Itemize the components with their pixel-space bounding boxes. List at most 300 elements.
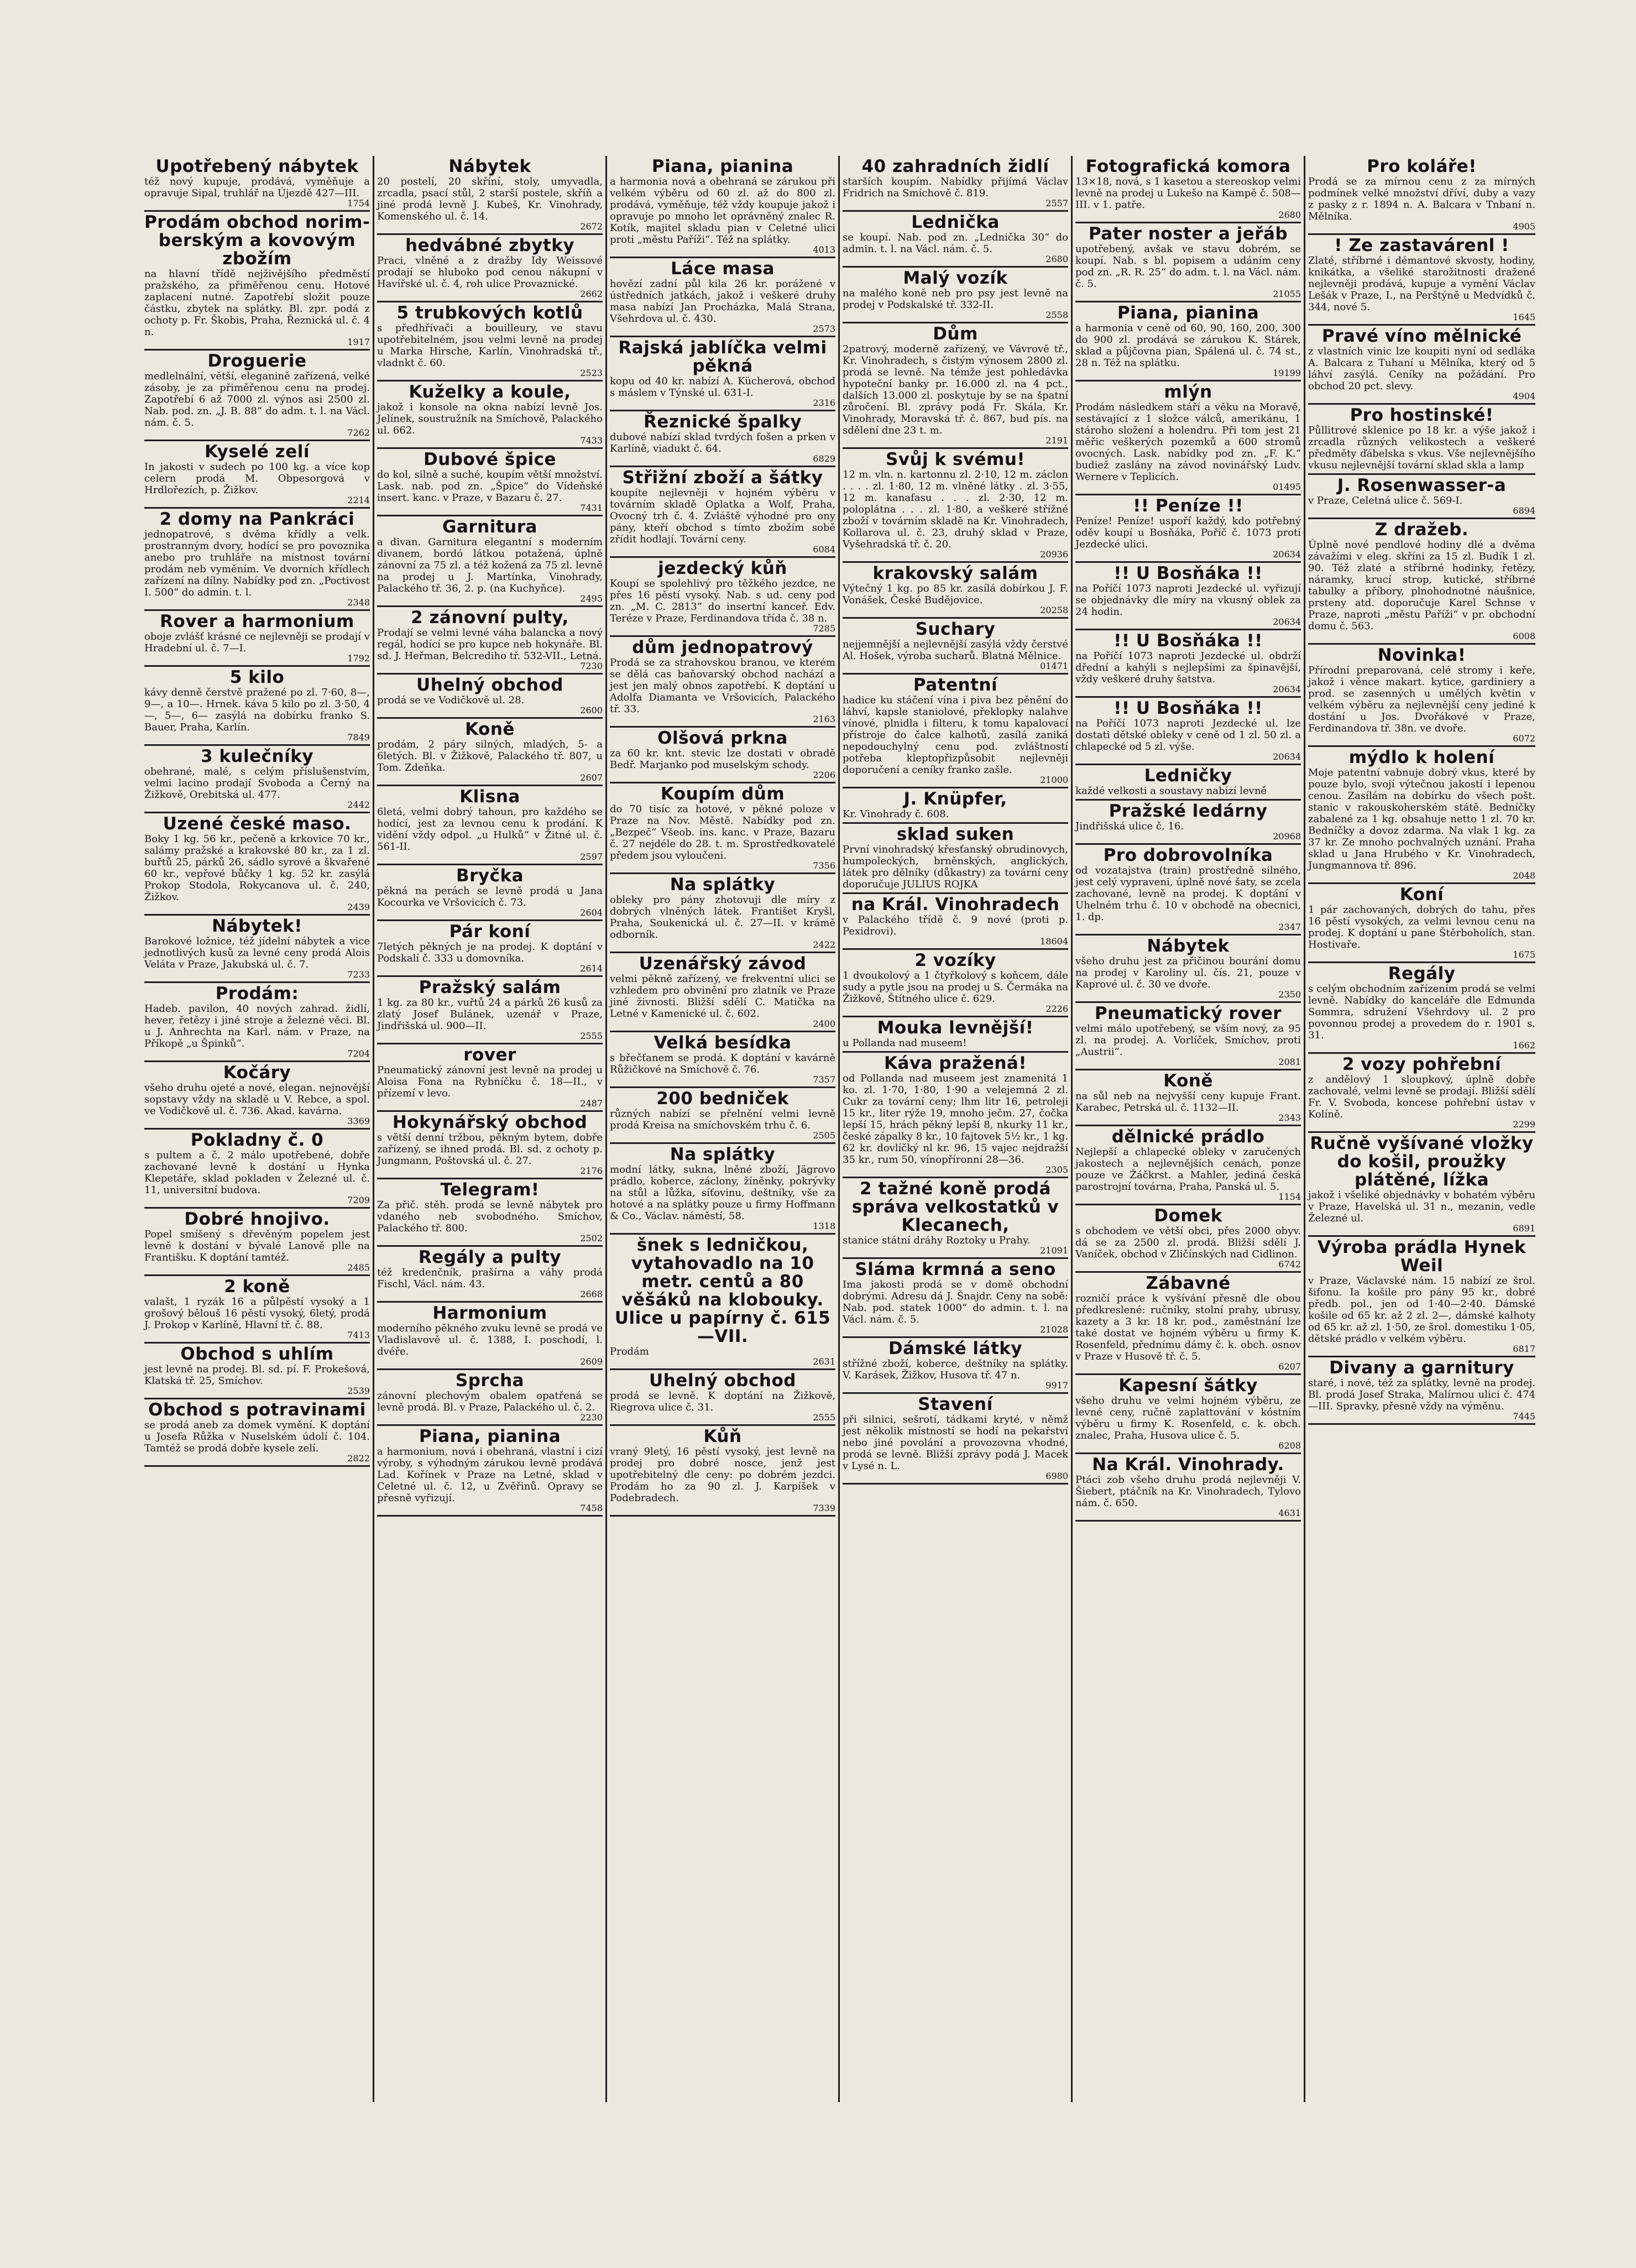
ad-number: 2555 bbox=[580, 1031, 603, 1041]
classified-ad bbox=[1308, 235, 1535, 326]
ad-body: za 60 kr. knt. stevic lze dostati v obradě Bedř. Marjanko pod muselským schody. bbox=[610, 748, 835, 771]
ad-number: 1154 bbox=[1278, 1192, 1301, 1202]
ad-title: Výroba prádla Hynek Weil bbox=[1318, 1237, 1526, 1276]
classified-ad bbox=[610, 1032, 835, 1088]
ad-title: Olšová prkna bbox=[657, 728, 788, 748]
ad-column bbox=[1305, 156, 1538, 2102]
classified-ad bbox=[843, 563, 1068, 619]
ad-body: 12 m. vln. n. kartonnu zl. 2·10, 12 m. záclon . . . . zl. 1·80, 12 m. vlněné látky . zl. 3·55, 12 m. kanafasu . . . zl. 2·30, 12 m. poloplátna . . . zl. 1·80, a veškeré střížné zboží v továrním skladě na Kr. Vinohradech, Kollarova ul. č. 23, druhý sklad v Praze, Vyšehradská tř. č. 20. bbox=[843, 469, 1068, 550]
ad-title: Svůj k svému! bbox=[885, 450, 1026, 469]
ad-number: 20968 bbox=[1273, 831, 1301, 842]
ad-body: starších koupím. Nabídky přijímá Václav Fridrich na Smíchově č. 819. bbox=[843, 176, 1068, 199]
ad-title: Pražský salám bbox=[419, 978, 561, 997]
ad-number: 2555 bbox=[813, 1412, 835, 1423]
ad-number: 2487 bbox=[580, 1098, 603, 1109]
ad-number: 2609 bbox=[580, 1356, 603, 1367]
ad-number: 2495 bbox=[580, 593, 603, 604]
classified-ad bbox=[144, 667, 370, 746]
ad-number: 2680 bbox=[1046, 254, 1068, 264]
ad-title: Koní bbox=[1399, 885, 1444, 905]
ad-body: se prodá aneb za domek vymění. K doptání u Josefa Růžka v Nuselském údolí č. 104. Tamtéž se prodá dobře kysele zelí. bbox=[144, 1419, 370, 1454]
ad-title: Dubové špice bbox=[424, 450, 556, 469]
classified-ad bbox=[144, 611, 370, 667]
classified-ad bbox=[843, 1259, 1068, 1338]
ad-title: Pár koní bbox=[449, 922, 531, 942]
ad-title: !! Peníze !! bbox=[1133, 496, 1243, 516]
classified-ad bbox=[843, 824, 1068, 894]
ad-title: Pater noster a jeřáb bbox=[1088, 224, 1288, 244]
classified-ad bbox=[377, 1112, 603, 1179]
ad-body: Moje patentní vabnuje dobrý vkus, které by pouze bylo, svojí výtečnou jakostí i lepenou cenou. Zasílám na dobírku do všech pošt. stanic v rakouskoherském státě. Bedníčky zabalené za 1 kg. obsahuje netto 1 zl. 70 kr. Bedníčky a dovoz zdarma. Na vlak 1 kg. za 37 kr. Ze mnoho pochvalných uznání. Praha sklad u Jana Hrubého v Kr. Vinohradech, Jungmannova tř. 896. bbox=[1308, 767, 1535, 871]
ad-number: 2485 bbox=[347, 1262, 370, 1273]
ad-body: s břečťanem se prodá. K doptání v kavárně Růžičkové na Smíchově č. 76. bbox=[610, 1052, 835, 1075]
ad-body: Prodá se za mírnou cenu z za mírných podmínek velké množství dříví, duby a vazy z pasky z r. 1894 n. A. Balcara v Tnbaní n. Mělníka. bbox=[1308, 176, 1535, 222]
ad-body: prodá se ve Vodičkově ul. 28. bbox=[377, 694, 525, 706]
ad-number: 2505 bbox=[813, 1130, 835, 1141]
ad-body: 20 postelí, 20 skříní, stoly, umyvadla, zrcadla, psací stůl, 2 starší postele, skříň a jiné prodá levně J. Kubeš, Kr. Vinohrady, Komenského ul. č. 14. bbox=[377, 176, 603, 222]
classified-ad bbox=[1075, 845, 1301, 936]
ad-number: 2822 bbox=[347, 1453, 370, 1464]
ad-number: 1662 bbox=[1513, 1040, 1535, 1051]
classified-ad bbox=[843, 268, 1068, 323]
ad-number: 4013 bbox=[813, 244, 835, 255]
classified-ad bbox=[377, 235, 603, 302]
ad-number: 6008 bbox=[1513, 631, 1535, 641]
classified-ad bbox=[843, 950, 1068, 1017]
ad-body: In jakosti v sudech po 100 kg. a více kop celern prodá M. Obpesorgová v Hrdlořezích, p. Žižkov. bbox=[144, 461, 370, 496]
ad-number: 2226 bbox=[1046, 1004, 1068, 1014]
ad-number: 20258 bbox=[1040, 605, 1068, 615]
ad-body: 6letá, velmi dobrý tahoun, pro každého se hodící, jest za levnou cenu k prodání. K vidění vždy odpol. „u Hulků“ v Žitné ul. č. 561-II. bbox=[377, 806, 603, 853]
ad-body: hadice ku stáčení vína i piva bez pěnění do láhví, kapsle staniolové, překlopky nalahve vínové, plnidla i filteru, k tomu kapalovací přístroje do čalce kalhotů, zasílá zaniká nepodouchylný cenu pod. zvláštností potřeba kleptopřizpůsobit nejlevněji doporučení a ceníky franko zašle. bbox=[843, 694, 1068, 776]
ad-title: Z dražeb. bbox=[1374, 520, 1469, 540]
ad-body: a harmonium, nová i obehraná, vlastní i cizí výroby, s výhodným zárukou levně prodává Lad. Kořínek v Praze na Letné, sklad v Celetné ul. č. 12, u Zvěřinů. Opravy se přesně vyřizují. bbox=[377, 1446, 603, 1504]
ad-column bbox=[142, 156, 374, 2102]
ad-title: !! U Bosňáka !! bbox=[1114, 698, 1263, 718]
ad-body: hovězí zadní půl kila 26 kr. porážené v ústředních jatkách, jakož i veškeré druhy masa nabízí Jan Procházka, Malá Strana, Všehrdova ul. č. 430. bbox=[610, 278, 835, 325]
ad-number: 2573 bbox=[813, 323, 835, 334]
classified-ad bbox=[843, 323, 1068, 449]
ad-title: Obchod s uhlím bbox=[180, 1344, 334, 1364]
ad-title: J. Knüpfer, bbox=[903, 789, 1007, 809]
classified-ad bbox=[610, 1088, 835, 1144]
ad-body: Ptáci zob všeho druhu prodá nejlevněji V. Šiebert, ptáčník na Kr. Vinohradech, Tylovo nám. č. 650. bbox=[1075, 1474, 1301, 1509]
ad-body: jednopatrové, s dvěma křídly a velk. prostranným dvory, hodící se pro povoznika anebo pro truhláře na místnost tovární prodám neb vyměním. Ve dvorních křídlech zařízení na dílny. Nabídky pod zn. „Poctivost I. 500“ do admin. t. l. bbox=[144, 529, 370, 598]
ad-number: 6891 bbox=[1513, 1223, 1535, 1234]
classified-ad bbox=[377, 1247, 603, 1303]
ad-number: 6072 bbox=[1513, 733, 1535, 744]
ad-title: Nábytek bbox=[1147, 936, 1230, 956]
ad-number: 2350 bbox=[1278, 989, 1301, 1000]
ad-title: Mouka levnější! bbox=[877, 1018, 1034, 1038]
classified-ad bbox=[377, 1303, 603, 1370]
ad-body: v Praze, Celetná ulice č. 569-I. bbox=[1308, 495, 1463, 506]
ad-body: vraný 9letý, 16 pěstí vysoký, jest levně na prodej pro dobré nosce, jenž jest upotřebitelný dle ceny: po dobrém jezdci. Prodám ho za 90 zl. J. Karpíšek v Podebradech. bbox=[610, 1446, 835, 1504]
classified-ad bbox=[1075, 1003, 1301, 1070]
ad-body: jakož i konsole na okna nabízí levně Jos. Jelínek, soustružník na Smíchově, Palackého ul. 662. bbox=[377, 401, 603, 436]
ad-title: Uhelný obchod bbox=[649, 1371, 796, 1391]
ad-number: 01471 bbox=[1040, 661, 1068, 671]
ad-title: Pneumatický rover bbox=[1094, 1004, 1282, 1023]
ad-title: Harmonium bbox=[432, 1303, 547, 1323]
ad-number: 6817 bbox=[1513, 1344, 1535, 1354]
ad-number: 2316 bbox=[813, 398, 835, 408]
ad-number: 9917 bbox=[1046, 1380, 1068, 1391]
ad-title: Pro koláře! bbox=[1367, 156, 1477, 176]
ad-title: šnek s ledničkou, vytahovadlo na 10 metr. centů a 80 věšáků na klobouky. Ulice u papírny č. 615—VII. bbox=[614, 1235, 831, 1346]
classified-ad bbox=[1075, 698, 1301, 765]
classified-ad bbox=[1308, 1133, 1535, 1237]
ad-number: 6980 bbox=[1046, 1471, 1068, 1481]
ad-body: Barokové ložnice, též jídelní nábytek a vice jednotlivých kusů za levné ceny prodá Alois Veláta v Praze, Jakubská ul. č. 7. bbox=[144, 936, 370, 970]
ad-title: Prodám obchod norimberským a kovovým zbožím bbox=[144, 212, 370, 269]
ad-number: 2191 bbox=[1046, 435, 1068, 446]
ad-body: staré, i nové, též za splátky, levně na prodej. Bl. prodá Josef Straka, Malírnou ulici č. 474—III. Spravky, přesně vždy na výměnu. bbox=[1308, 1377, 1535, 1412]
ad-title: 2 vozy pohřební bbox=[1342, 1054, 1502, 1074]
ad-title: Suchary bbox=[915, 619, 996, 639]
ad-number: 20634 bbox=[1273, 549, 1301, 560]
classified-ad bbox=[610, 1144, 835, 1235]
classified-ad bbox=[144, 1062, 370, 1130]
ad-number: 2600 bbox=[580, 705, 603, 715]
ad-title: Regály a pulty bbox=[418, 1247, 562, 1267]
classified-ad bbox=[1308, 519, 1535, 645]
ad-title: !! U Bosňáka !! bbox=[1114, 631, 1263, 651]
classified-ad bbox=[1308, 405, 1535, 475]
ad-title: dům jednopatrový bbox=[632, 637, 813, 657]
ad-body: rozničí práce k vyšívání přesně dle obou předkreslené: ručníky, stolní prahy, ubrusy, kazety a 3 kr. 18 kr. pod., zaměstnání lze také dostat ve hojném výběru u firmy K. Rosenfeld, přednímu dámy č. k. obch. osnov v Praze v Husově tř. č. 5. bbox=[1075, 1293, 1301, 1362]
ad-number: 7445 bbox=[1513, 1411, 1535, 1422]
classified-ad bbox=[843, 1053, 1068, 1178]
ad-number: 2305 bbox=[1046, 1164, 1068, 1175]
classified-ad bbox=[610, 467, 835, 558]
ad-title: 40 zahradních židlí bbox=[861, 156, 1049, 176]
ad-number: 2206 bbox=[813, 770, 835, 780]
ad-number: 18604 bbox=[1040, 936, 1068, 947]
ad-number: 2176 bbox=[580, 1166, 603, 1176]
ad-number: 2631 bbox=[813, 1356, 835, 1367]
classified-ad bbox=[1075, 156, 1301, 223]
ad-title: !! U Bosňáka !! bbox=[1114, 563, 1263, 583]
ad-title: Uhelný obchod bbox=[416, 675, 563, 695]
classified-ad bbox=[377, 1179, 603, 1247]
classified-ad bbox=[1075, 1375, 1301, 1454]
ad-title: 3 kulečníky bbox=[200, 746, 314, 766]
ad-number: 1318 bbox=[813, 1221, 835, 1231]
classified-ad bbox=[377, 449, 603, 516]
classified-ad bbox=[377, 921, 603, 977]
ad-title: Upotřebený nábytek bbox=[155, 156, 359, 176]
ad-body: 1 kg. za 80 kr., vuřtů 24 a párků 26 kusů za zlatý Josef Bulánek, uzenář v Praze, Jindřišská ul. 900—II. bbox=[377, 997, 603, 1032]
ad-body: Prodá se za strahovskou branou, ve kterém se dělá cas baňovarský obchod nachází a jest jen malý obnos zapotřebí. K doptání u Adolfa Diamanta ve Vršovicích, Palackého tř. 33. bbox=[610, 657, 835, 715]
classified-ad bbox=[1075, 302, 1301, 382]
ad-title: Bryčka bbox=[456, 866, 524, 886]
classified-ad bbox=[843, 156, 1068, 212]
ad-title: krakovský salám bbox=[872, 563, 1038, 583]
classified-ad bbox=[377, 977, 603, 1044]
ad-title: Piana, pianina bbox=[651, 156, 794, 176]
ad-body: na sůl neb na nejvyšší ceny kupuje Frant. Karabec, Petrská ul. č. 1132—II. bbox=[1075, 1090, 1301, 1114]
ad-body: při silnici, sešrotí, tádkami kryté, v němž jest několik místností se hodí na pekařství nebo jiné povolání a provozovna vhodné, prodá se levně. Bližší zprávy podá J. Macek v Lysé n. L. bbox=[843, 1414, 1068, 1472]
ad-number: 01495 bbox=[1273, 482, 1301, 492]
ad-body: Úplně nové pendlové hodiny dlé a dvěma závažími v eleg. skříni za 15 zl. Budík 1 zl. 90. Též zlaté a stříbrné hodinky, řetězy, náramky, krucí strop, kutické, stříbrné tabulky a příbory, plnohodnotné náušnice, prsteny atd. doporučuje Karel Schnse v Praze, naproti „městu Paříži“ v pr. obchodní domu č. 563. bbox=[1308, 539, 1535, 632]
ad-number: 7285 bbox=[813, 623, 835, 634]
ad-body: obehrané, malé, s celým příslušenstvím, velmi lacino prodají Svoboda a Černý na Žižkově, Orebitská ul. 477. bbox=[144, 766, 370, 801]
ad-title: Novinka! bbox=[1377, 645, 1466, 665]
classified-ad bbox=[843, 449, 1068, 563]
classified-ad bbox=[144, 813, 370, 916]
classified-ad bbox=[144, 156, 370, 212]
classified-ad bbox=[1308, 156, 1535, 235]
ad-number: 2343 bbox=[1278, 1112, 1301, 1123]
ad-body: z andělový 1 sloupkový, úplně dobře zachovalé, velmi levně se prodají. Bližší sdělí Fr. V. Svoboda, koncese pohřební ústav v Kolíně. bbox=[1308, 1074, 1535, 1120]
ad-body: Kr. Vinohrady č. 608. bbox=[843, 808, 949, 820]
ad-title: 5 kilo bbox=[229, 667, 285, 687]
ad-body: všeho druhu jest za přičinou bourání domu na prodej v Karoliny ul. čís. 21, pouze v Kaprové ul. č. 30 ve dvoře. bbox=[1075, 955, 1301, 990]
ad-title: Ručně vyšívané vložky do košil, proužky plátěné, lížka bbox=[1310, 1133, 1534, 1190]
ad-number: 6894 bbox=[1513, 505, 1535, 516]
classified-ad bbox=[843, 212, 1068, 268]
classified-ad bbox=[843, 619, 1068, 675]
ad-title: Pro dobrovolníka bbox=[1103, 845, 1273, 865]
ad-title: 2 domy na Pankráci bbox=[159, 509, 355, 529]
ad-title: Uzené české maso. bbox=[163, 814, 352, 834]
ad-body: s celým obchodním zařízením prodá se velmi levně. Nabídky do kanceláře dle Edmunda Sommra, sdružení Všehrdovy ul. 2 pro povonnou prodej a provedem do r. 1901 s. 31. bbox=[1308, 983, 1535, 1041]
ad-body: do 70 tisíc za hotové, v pěkné poloze v Praze na Nov. Městě. Nabídky pod zn. „Bezpeč“ Všeob. ins. kanc. v Praze, Bazaru č. 27 nejdéle do 28. t. m. Sprostředkovatelé předem jsou vyloučeni. bbox=[610, 803, 835, 861]
ad-title: 5 trubkových kotlů bbox=[396, 303, 583, 323]
ad-body: s předhřívači a bouilleury, ve stavu upotřebitelném, jsou velmi levně na prodej u Marka Hirsche, Karlín, Vinohradská tř., vladnkt č. 60. bbox=[377, 322, 603, 369]
ad-body: Ima jakosti prodá se v domě obchodní dobrými. Adresu dá J. Šnajdr. Ceny na sobě: Nab. pod. statek 1000“ do admin. t. l. na Václ. nám. č. 5. bbox=[843, 1279, 1068, 1325]
ad-number: 7413 bbox=[347, 1330, 370, 1340]
classified-ad bbox=[1075, 382, 1301, 495]
ad-number: 2558 bbox=[1046, 310, 1068, 320]
ad-number: 7849 bbox=[347, 732, 370, 743]
ad-body: u Pollanda nad museem! bbox=[843, 1037, 967, 1049]
ad-title: Kuželky a koule, bbox=[409, 382, 571, 402]
ad-number: 1792 bbox=[347, 653, 370, 663]
ad-title: Garnitura bbox=[442, 517, 537, 537]
ad-number: 7339 bbox=[813, 1503, 835, 1513]
ad-number: 7209 bbox=[347, 1195, 370, 1205]
ad-number: 2557 bbox=[1046, 198, 1068, 208]
ad-number: 4905 bbox=[1513, 221, 1535, 232]
ad-title: 200 bedniček bbox=[656, 1089, 789, 1109]
classified-ad bbox=[377, 719, 603, 786]
ad-body: a harmonia v ceně od 60, 90, 160, 200, 300 do 900 zl. prodává se zárukou K. Stárek, sklad a půjčovna pian, Spálená ul. č. 74 st., 28 n. Též na splátku. bbox=[1075, 322, 1301, 369]
ad-title: rover bbox=[463, 1045, 516, 1065]
ad-number: 2614 bbox=[580, 963, 603, 974]
ad-body: dubové nabízí sklad tvrdých fošen a prken v Karlíně, viadukt č. 64. bbox=[610, 431, 835, 454]
classified-ad bbox=[377, 675, 603, 719]
classified-ad bbox=[144, 441, 370, 509]
classified-ad bbox=[610, 411, 835, 467]
ad-number: 2299 bbox=[1513, 1119, 1535, 1130]
ad-number: 7204 bbox=[347, 1048, 370, 1059]
ad-title: Stavení bbox=[918, 1394, 993, 1414]
ad-body: pěkná na perách se levně prodá u Jana Kocourka ve Vršovicích č. 73. bbox=[377, 885, 603, 908]
ad-number: 2048 bbox=[1513, 870, 1535, 881]
ad-number: 4631 bbox=[1278, 1508, 1301, 1518]
ad-number: 4904 bbox=[1513, 391, 1535, 401]
ad-title: Kočáry bbox=[223, 1063, 291, 1083]
ad-title: Dům bbox=[933, 324, 978, 344]
ad-number: 2597 bbox=[580, 851, 603, 862]
ad-title: Uzenářský závod bbox=[639, 954, 807, 974]
ad-body: s pultem a č. 2 málo upotřebené, dobře zachované levně k dostání u Hynka Klepetáře, sklad pokladen v Železné ul. č. 11, universitní budova. bbox=[144, 1149, 370, 1196]
ad-body: též nový kupuje, prodává, vyměňuje a opravuje Sipal, truhlář na Újezdě 427—III. bbox=[144, 176, 370, 199]
classified-ad bbox=[144, 1344, 370, 1399]
ad-body: od Pollanda nad museem jest znamenitá 1 ko. zl. 1·70, 1·80, 1·90 a velejemná 2 zl. Cukr za tovární ceny; lhm litr 16, petroleji 15 kr., liter rýže 19, mnoho ječm. 27, čočka lepší 15, hrách pěkný lepší 8, nkurky 11 kr., české zápalky 8 kr., 10 fajtovek 5½ kr., 1 kg. 62 kr. dovlíčký nl kr. 96, 15 vajec nejdražší 35 kr., rum 50, vínopříronní 28—36. bbox=[843, 1073, 1068, 1166]
ad-column bbox=[1073, 156, 1305, 2102]
ad-title: Obchod s potravinami bbox=[148, 1400, 366, 1420]
ad-body: též kredenčník, prašírna a váhy prodá Fischl, Václ. nám. 43. bbox=[377, 1267, 603, 1290]
classified-ad bbox=[377, 382, 603, 449]
ad-title: hedvábné zbytky bbox=[405, 236, 575, 255]
ad-number: 2347 bbox=[1278, 922, 1301, 932]
ad-title: Piana, pianina bbox=[419, 1426, 561, 1446]
ad-body: 1 pár zachovaných, dobrých do tahu, přes 16 pěstí vysokých, za velmi levnou cenu na prodej. K doptání u pane Štěrboholích, stan. Hostivaře. bbox=[1308, 904, 1535, 950]
ad-body: jest levně na prodej. Bl. sd. pí. F. Prokešová, Klatská tř. 25, Smíchov. bbox=[144, 1363, 370, 1387]
classified-ad bbox=[1308, 326, 1535, 405]
ad-body: a harmonia nová a obehraná se zárukou při velkém výběru od 60 zl. až do 800 zl. prodává, vyměňuje, též vždy koupuje jakož i opravuje po mnoho let oprávněný znalec R. Kotík, majitel skladu pian v Celetné ulici proti „městu Paříži“. Též na splátky. bbox=[610, 176, 835, 245]
ad-body: Koupí se spolehlivý pro těžkého jezdce, ne přes 16 pěstí vysoký. Nab. s ud. ceny pod zn. „M. C. 2813“ do insertní kanceř. Edv. Teréze v Praze, Ferdinandova třída č. 38 n. bbox=[610, 578, 835, 624]
classified-ad bbox=[1308, 1054, 1535, 1133]
ad-title: dělnické prádlo bbox=[1111, 1127, 1265, 1147]
classified-ad bbox=[610, 953, 835, 1032]
ad-number: 2672 bbox=[580, 221, 603, 232]
ad-body: všeho druhu ojeté a nové, elegan. nejnovější sopstavy vždy na skladě u V. Rebce, a spol. ve Vodičkově ul. č. 736. Akad. kavárna. bbox=[144, 1082, 370, 1117]
classified-ad bbox=[377, 302, 603, 382]
ad-title: Sprcha bbox=[455, 1371, 525, 1391]
ad-title: Koupím dům bbox=[660, 784, 785, 804]
classified-ad bbox=[843, 1338, 1068, 1394]
ad-body: Prodám následkem stáří a věku na Moravě, sestávající z 1 složce válců, amerikánu, 1 stároho složení a holendru. Při tom jest 21 měřic veškerých pozemků a 600 stromů ovocných. Lask. nabídky pod zn. „F. K.“ budiež zaslány na závod novinářský Ludv. Wernere v Teplicích. bbox=[1075, 401, 1301, 483]
classified-ad bbox=[610, 874, 835, 953]
ad-body: velmi pěkně zařízený, ve frekventní ulici se vzhledem pro obvinění pro zlatník ve Praze jiné živnosti. Bližší sdělí C. Matička na Letné v Kamenické ul. č. 602. bbox=[610, 973, 835, 1020]
ad-title: Dobré hnojivo. bbox=[184, 1209, 330, 1229]
ad-body: a divan. Garnitura elegantní s moderním divanem, bordó látkou potažená, úplně zánovní za 75 zl. a též kožená za 75 zl. levně na prodej u J. Martínka, Vinohrady, Palackého tř. 36, 2. p. (na Kuchyňce). bbox=[377, 536, 603, 594]
ad-body: medlelnální, větší, eleganině zařízená, velké zásoby, je za přiměřenou cenu na prodej. Zapotřebí 6 až 7000 zl. výnos asi 2500 zl. Nab. pod. zn. „J. B. 88“ do adm. t. l. na Václ. nám. č. 5. bbox=[144, 370, 370, 428]
classified-ad bbox=[843, 1178, 1068, 1259]
ad-body: nejjemnější a nejlevnější zasýlá vždy čerstvé Al. Hošek, výroba sucharů. Blatná Mělnice. bbox=[843, 639, 1068, 662]
ad-body: moderního pěkného zvuku levně se prodá ve Vladislavově ul. č. 1388, I. poschodí, l. dvéře. bbox=[377, 1323, 603, 1357]
ad-body: střížné zboží, koberce, deštníky na splátky. V. Karásek, Žižkov, Husova tř. 47 n. bbox=[843, 1358, 1068, 1381]
ad-title: Patentní bbox=[913, 675, 998, 695]
classified-ad bbox=[610, 1370, 835, 1426]
classified-ad bbox=[610, 1235, 835, 1370]
ad-body: Výtečný 1 kg. po 85 kr. zasílá dobírkou J. F. Vonášek, České Budějovice. bbox=[843, 583, 1068, 606]
classified-ad bbox=[144, 916, 370, 983]
ad-title: Na splátky bbox=[670, 875, 776, 895]
ad-number: 20634 bbox=[1273, 616, 1301, 627]
classified-ad bbox=[144, 746, 370, 813]
ad-number: 2523 bbox=[580, 368, 603, 378]
ad-title: Pokladny č. 0 bbox=[190, 1130, 324, 1150]
ad-number: 20634 bbox=[1273, 684, 1301, 694]
ad-number: 19199 bbox=[1273, 368, 1301, 378]
classified-ad bbox=[1075, 630, 1301, 698]
classified-ad bbox=[377, 156, 603, 235]
ad-body: na malého koně neb pro psy jest levně na prodej v Podskalské tř. 332-II. bbox=[843, 288, 1068, 311]
classified-ad bbox=[1075, 495, 1301, 563]
classified-ad bbox=[610, 1426, 835, 1517]
ad-body: upotřebený, avšak ve stavu dobrém, se koupí. Nab. s bl. popisem a udáním ceny pod zn. „R. R. 25“ do adm. t. l. na Václ. nám. č. 5. bbox=[1075, 243, 1301, 290]
classified-ad bbox=[1308, 1237, 1535, 1357]
ad-number: 1754 bbox=[347, 198, 370, 208]
ad-title: Kyselé zelí bbox=[205, 442, 310, 462]
ad-number: 6084 bbox=[813, 544, 835, 555]
ad-title: Nábytek bbox=[448, 156, 531, 176]
ad-title: J. Rosenwasser-a bbox=[1337, 475, 1507, 495]
ad-title: Kůň bbox=[703, 1426, 742, 1446]
ad-body: s větší denní tržbou, pěkným bytem, dobře zařízený, se ihned prodá. Bl. sd. z ochoty p. Jungmann, Poštovská ul. č. 27. bbox=[377, 1132, 603, 1167]
ad-number: 2680 bbox=[1278, 210, 1301, 220]
ad-title: na Král. Vinohradech bbox=[851, 895, 1060, 914]
ad-body: stanice státní dráhy Roztoky u Prahy. bbox=[843, 1235, 1031, 1246]
ad-title: Hokynářský obchod bbox=[392, 1112, 588, 1132]
ad-body: oboje zvlášť krásné ce nejlevněji se prodají v Hradební ul. č. 7—I. bbox=[144, 631, 370, 654]
ad-title: Nábytek! bbox=[212, 916, 302, 936]
ad-body: prodám, 2 páry silných, mladých, 5- a 6letých. Bl. v Žižkově, Palackého tř. 807, u Tom. Zdeňka. bbox=[377, 739, 603, 774]
classified-ad bbox=[610, 156, 835, 258]
ad-number: 2214 bbox=[347, 495, 370, 505]
ad-body: Nejlepší a chlapecké obleky v zaručených jakostech a nejlevnějších cenách, ponze pouze ve Žáčkrst. a Mahler, jediná česká parostrojní továrna, Praha, Panská ul. 5. bbox=[1075, 1146, 1301, 1193]
ad-title: Fotografická komora bbox=[1085, 156, 1291, 176]
classified-ad bbox=[1308, 963, 1535, 1054]
ad-number: 6207 bbox=[1278, 1361, 1301, 1372]
classified-ad bbox=[144, 1209, 370, 1276]
classified-ad bbox=[1075, 801, 1301, 845]
ad-body: velmi málo upotřebený, se vším nový, za 95 zl. na prodej. A. Vorlíček, Smíchov, proti „Austrii“. bbox=[1075, 1023, 1301, 1058]
ad-title: Pro hostinské! bbox=[1350, 405, 1494, 425]
ad-title: Dámské látky bbox=[888, 1339, 1023, 1358]
ad-number: 2163 bbox=[813, 714, 835, 724]
ad-title: Řeznické špalky bbox=[643, 412, 802, 432]
ad-body: 7letých pěkných je na prodej. K doptání v Podskalí č. 333 u domovníka. bbox=[377, 941, 603, 964]
ad-body: v Praze, Václavské nám. 15 nabízí ze šrol. šifonu. Ia košile pro pány 95 kr., dobré předb. pol., jen od 1·40—2·40. Dámské košile od 65 kr. až 2 zl. 2—, dámské kalhoty od 65 kr. až zl. 1·50, ze šrol. domestiku 1·05, dětské prádlo v velkém výběru. bbox=[1308, 1275, 1535, 1345]
ad-body: různých nabízí se přelnění velmi levně prodá Kreisa na smíchovském trhu č. 6. bbox=[610, 1108, 835, 1131]
classified-ad bbox=[843, 894, 1068, 950]
ad-column bbox=[840, 156, 1073, 2102]
ad-title: Prodám: bbox=[215, 984, 299, 1004]
ad-body: valašt, 1 ryzák 16 a půlpěstí vysoký a 1 grošový bělouš 16 pěstí vysoký, 6letý, prodá J. Prokop v Karlíně, Hlavní tř. č. 88. bbox=[144, 1296, 370, 1331]
ad-number: 6208 bbox=[1278, 1440, 1301, 1451]
classified-ad bbox=[1308, 475, 1535, 519]
ad-body: 2patrový, moderně zařízený, ve Vávrově tř., Kr. Vinohradech, s čistým výnosem 2800 zl. prodá se levně. Na témže jest pohledávka hypoteční banky pr. 16.000 zl. na 4 pct., dalších 13.000 zl. poskytuje by se na špatní zůročení. Bl. zprávy podá Fr. Skála, Kr. Vinohrady, Moravská tř. č. 867, bud pís. na sdělení dne 23 t. m. bbox=[843, 343, 1068, 436]
classified-ad bbox=[1075, 936, 1301, 1003]
ad-body: 13×18, nová, s 1 kasetou a stereoskop velmi levně na prodej u Lukešo na Kampě č. 508—III. v 1. patře. bbox=[1075, 176, 1301, 211]
classified-ad bbox=[1075, 223, 1301, 302]
ad-number: 1645 bbox=[1513, 312, 1535, 322]
ad-title: Domek bbox=[1154, 1206, 1222, 1226]
ad-body: Za přič. stěh. prodá se levně nábytek pro vdaného neb svobodného. Smíchov, Palackého tř. 800. bbox=[377, 1199, 603, 1234]
ad-title: Malý vozík bbox=[903, 268, 1008, 288]
ad-title: Na Král. Vinohrady. bbox=[1092, 1455, 1284, 1475]
classified-ad bbox=[610, 337, 835, 411]
ad-body: na Poříčí 1073 naproti Jezdecké ul. obdrží dřední a kahýli s nejlepšími za špinavější, vždy veškeré druhy šatstva. bbox=[1075, 650, 1301, 685]
ad-title: 2 zánovní pulty, bbox=[411, 608, 569, 628]
ad-title: Rover a harmonium bbox=[160, 612, 354, 631]
classified-ad bbox=[1075, 1205, 1301, 1273]
ad-body: Peníze! Peníze! uspoří každý, kdo potřebný oděv koupí u Bosňáka, Poříč č. 1073 proti Jezdecké ulici. bbox=[1075, 515, 1301, 550]
ad-title: Láce masa bbox=[671, 259, 775, 279]
ad-number: 7356 bbox=[813, 860, 835, 871]
classified-ad bbox=[610, 728, 835, 783]
classified-ad bbox=[144, 509, 370, 611]
ad-number: 7262 bbox=[347, 427, 370, 438]
ad-body: jakož i všeliké objednávky v bohatém výběru v Praze, Havelská ul. 31 n., mezanin, vedle Železné ul. bbox=[1308, 1189, 1535, 1224]
ad-title: Velká besídka bbox=[654, 1033, 792, 1053]
